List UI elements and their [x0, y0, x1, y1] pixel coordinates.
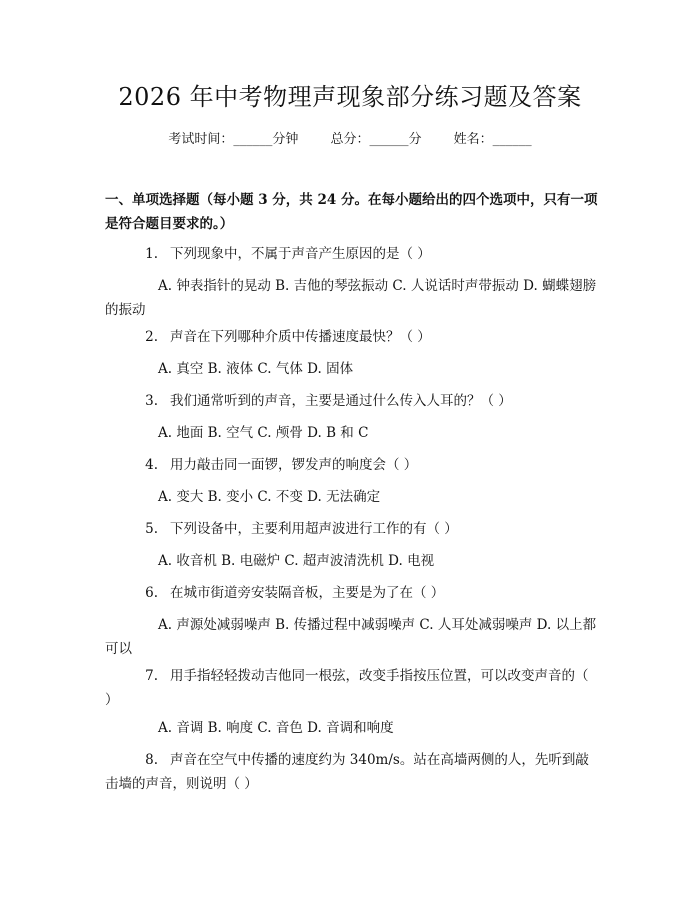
question-4-options: A. 变大 B. 变小 C. 不变 D. 无法确定: [158, 489, 381, 505]
question-text: 在城市街道旁安装隔音板，主要是为了在（ ）: [170, 585, 445, 601]
question-number: 8.: [145, 752, 158, 768]
question-4: [105, 453, 597, 477]
question-5-options: A. 收音机 B. 电磁炉 C. 超声波清洗机 D. 电视: [158, 553, 435, 569]
question-2-options: A. 真空 B. 液体 C. 气体 D. 固体: [158, 361, 354, 377]
question-6-options: A. 声源处减弱噪声 B. 传播过程中减弱噪声 C. 人耳处减弱噪声 D. 以上都可以: [105, 617, 597, 657]
question-number: 1.: [145, 246, 158, 262]
question-7-options: A. 音调 B. 响度 C. 音色 D. 音调和响度: [158, 720, 394, 736]
question-text: 下列现象中，不属于声音产生原因的是（ ）: [170, 246, 431, 262]
page-title: 2026 年中考物理声现象部分练习题及答案: [118, 83, 582, 111]
question-5: [105, 517, 597, 541]
exam-info: [0, 129, 700, 151]
question-text: 用力敲击同一面锣，锣发声的响度会（ ）: [170, 457, 418, 473]
exam-time-field: 考试时间：______分钟: [168, 132, 299, 147]
question-text: 下列设备中，主要利用超声波进行工作的有（ ）: [170, 521, 458, 537]
question-text: 用手指轻轻拨动吉他同一根弦，改变手指按压位置，可以改变声音的（ ）: [105, 668, 589, 708]
total-score-field: 总分：______分: [330, 132, 422, 147]
question-3: [105, 389, 597, 413]
question-7: [105, 664, 597, 712]
question-2: [105, 325, 597, 349]
question-text: 声音在下列哪种介质中传播速度最快？（ ）: [170, 329, 431, 345]
question-3-options: A. 地面 B. 空气 C. 颅骨 D. B 和 C: [158, 425, 369, 441]
question-1: [105, 242, 597, 266]
section-heading: 一、单项选择题（每小题 3 分，共 24 分。在每小题给出的四个选项中，只有一项是符合题目要求的。）: [105, 192, 598, 232]
question-1-options: A. 钟表指针的晃动 B. 吉他的琴弦振动 C. 人说话时声带振动 D. 蝴蝶翅膀的振动: [105, 278, 597, 318]
question-text: 我们通常听到的声音，主要是通过什么传入人耳的？（ ）: [170, 393, 512, 409]
question-number: 5.: [145, 521, 158, 537]
student-name-field: 姓名：______: [453, 132, 532, 147]
question-text: 声音在空气中传播的速度约为 340m/s。站在高墙两侧的人，先听到敲击墙的声音，则说明（ ）: [105, 752, 589, 792]
question-8: [105, 748, 597, 796]
question-number: 3.: [145, 393, 158, 409]
question-6: [105, 581, 597, 605]
question-number: 2.: [145, 329, 158, 345]
question-number: 7.: [145, 668, 158, 684]
question-number: 6.: [145, 585, 158, 601]
question-number: 4.: [145, 457, 158, 473]
